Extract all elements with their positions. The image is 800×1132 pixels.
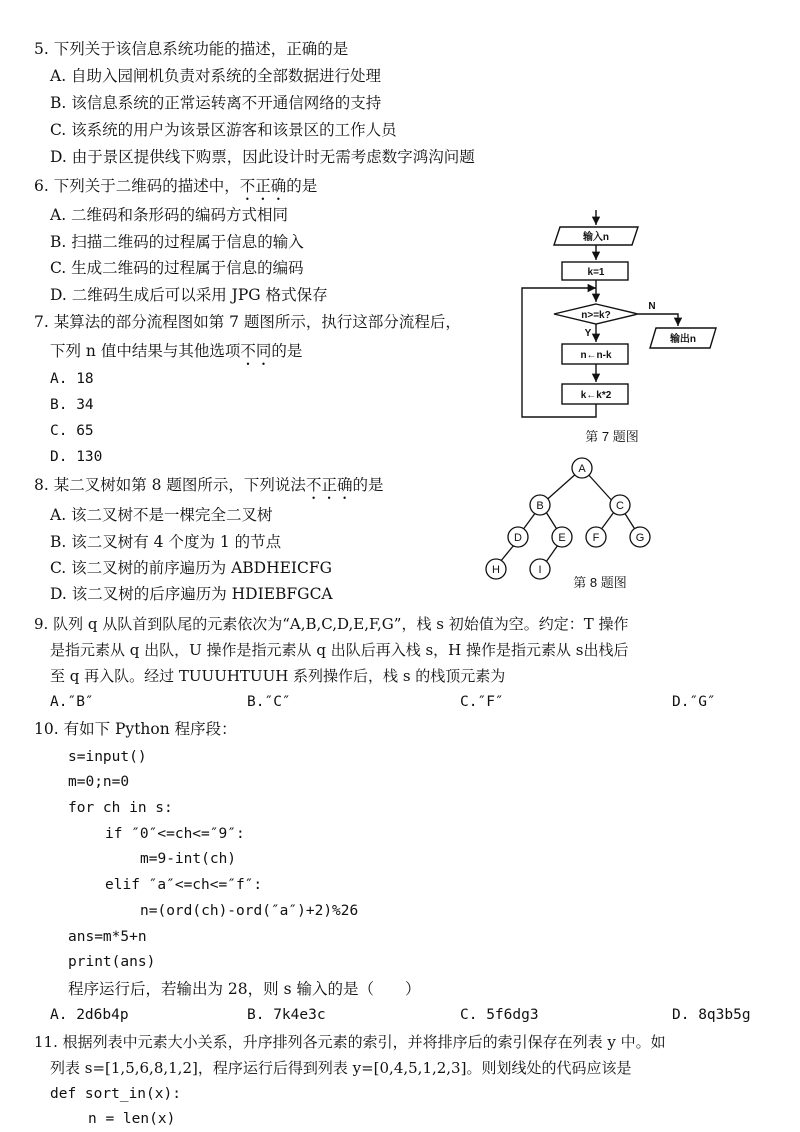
q10-stem: 10. 有如下 Python 程序段： <box>34 720 237 738</box>
tree-label-c: C <box>616 500 624 512</box>
q7-output-label: 输出n <box>669 334 697 345</box>
code-line: def sort_in(x): <box>50 1086 181 1102</box>
q7-stem-line1: 7. 某算法的部分流程图如第 7 题图所示，执行这部分流程后， <box>34 313 461 331</box>
q7-figure-caption: 第 7 题图 <box>585 429 639 444</box>
q8-stem-emphasis: 不正确 <box>305 476 353 494</box>
code-line: if ″0″<=ch<=″9″: <box>105 826 245 842</box>
q10-ask: 程序运行后，若输出为 28，则 s 输入的是（ ） <box>68 980 421 998</box>
q6-stem-emphasis: 不正确 <box>239 177 287 195</box>
q8-option-c: C. 该二叉树的前序遍历为 ABDHEICFG <box>50 559 333 577</box>
tree-label-h: H <box>492 564 500 576</box>
q5-stem: 5. 下列关于该信息系统功能的描述，正确的是 <box>34 40 349 58</box>
q8-stem-pre: 8. 某二叉树如第 8 题图所示，下列说法 <box>34 476 306 494</box>
q7-yes-label: Y <box>584 328 592 339</box>
code-line: elif ″a″<=ch<=″f″: <box>105 877 263 893</box>
q10-option-d: D. 8q3b5g <box>672 1007 751 1023</box>
tree-label-d: D <box>514 532 522 544</box>
q5-option-c: C. 该系统的用户为该景区游客和该景区的工作人员 <box>50 121 397 139</box>
code-line: for ch in s: <box>68 800 173 816</box>
q10-option-a: A. 2d6b4p <box>50 1007 129 1023</box>
q6-option-d: D. 二维码生成后可以采用 JPG 格式保存 <box>50 286 328 304</box>
tree-label-i: I <box>538 564 542 576</box>
code-line: ans=m*5+n <box>68 929 147 945</box>
code-line: n = len(x) <box>88 1111 176 1127</box>
q8-stem <box>34 476 383 503</box>
q7-option-c: C. 65 <box>50 423 94 439</box>
q8-option-d: D. 该二叉树的后序遍历为 HDIEBFGCA <box>50 585 333 603</box>
tree-label-a: A <box>578 463 586 475</box>
q9-option-c: C.″F″ <box>460 694 504 710</box>
q7-stem-emphasis: 不同 <box>240 342 272 360</box>
tree-label-b: B <box>536 500 544 512</box>
q7-option-a: A. 18 <box>50 371 94 387</box>
q7-cond-label: n>=k? <box>581 310 611 321</box>
q9-option-d: D.″G″ <box>672 694 716 710</box>
code-line: m=0;n=0 <box>68 774 130 790</box>
q6-option-c: C. 生成二维码的过程属于信息的编码 <box>50 259 304 277</box>
q7-no-label: N <box>648 301 656 312</box>
code-line: m=9-int(ch) <box>140 851 237 867</box>
q7-stem-line2 <box>50 342 302 369</box>
q6-stem <box>34 177 317 204</box>
q9-stem-line1: 9. 队列 q 从队首到队尾的元素依次为“A,B,C,D,E,F,G”，栈 s 初始值为空。约定：T 操作 <box>34 615 629 633</box>
tree-label-f: F <box>592 532 600 544</box>
q8-figure-caption: 第 8 题图 <box>573 575 627 590</box>
q7-option-b: B. 34 <box>50 397 94 413</box>
tree-label-g: G <box>635 532 645 544</box>
tree-label-e: E <box>558 532 566 544</box>
q5-option-a: A. 自助入园闸机负责对系统的全部数据进行处理 <box>50 67 382 85</box>
code-line: print(ans) <box>68 954 156 970</box>
q7-init-label: k=1 <box>587 267 605 278</box>
q8-option-a: A. 该二叉树不是一棵完全二叉树 <box>50 506 273 524</box>
q11-stem-line1: 11. 根据列表中元素大小关系，升序排列各元素的索引，并将排序后的索引保存在列表 y 中。如 <box>34 1033 666 1051</box>
q6-option-b: B. 扫描二维码的过程属于信息的输入 <box>50 233 304 251</box>
q9-stem-line2: 是指元素从 q 出队，U 操作是指元素从 q 出队后再入栈 s，H 操作是指元素从 s出栈后 <box>50 641 629 659</box>
q7-flowchart <box>510 205 730 450</box>
q6-stem-pre: 6. 下列关于二维码的描述中， <box>34 177 240 195</box>
q5-option-d: D. 由于景区提供线下购票，因此设计时无需考虑数字鸿沟问题 <box>50 148 475 166</box>
q6-stem-post: 的是 <box>286 177 318 195</box>
q11-stem-line2: 列表 s=[1,5,6,8,1,2]，程序运行后得到列表 y=[0,4,5,1,2,3]。则划线处的代码应该是 <box>50 1059 632 1077</box>
q7-step2-label: k←k*2 <box>580 390 612 401</box>
code-line: s=input() <box>68 749 147 765</box>
q9-stem-line3: 至 q 再入队。经过 TUUUHTUUH 系列操作后，栈 s 的栈顶元素为 <box>50 667 506 685</box>
q7-option-d: D. 130 <box>50 449 103 465</box>
q10-option-b: B. 7k4e3c <box>247 1007 326 1023</box>
q10-option-c: C. 5f6dg3 <box>460 1007 539 1023</box>
code-line: n=(ord(ch)-ord(″a″)+2)%26 <box>140 903 359 919</box>
q9-option-a: A.″B″ <box>50 694 94 710</box>
q8-binary-tree <box>480 455 680 595</box>
q7-stem-post: 的是 <box>271 342 303 360</box>
q8-stem-post: 的是 <box>352 476 384 494</box>
q6-option-a: A. 二维码和条形码的编码方式相同 <box>50 206 289 224</box>
q7-stem-pre: 下列 n 值中结果与其他选项 <box>50 342 241 360</box>
q9-option-b: B.″C″ <box>247 694 291 710</box>
q7-input-label: 输入n <box>582 232 610 243</box>
q8-option-b: B. 该二叉树有 4 个度为 1 的节点 <box>50 533 282 551</box>
q5-option-b: B. 该信息系统的正常运转离不开通信网络的支持 <box>50 94 382 112</box>
q7-step1-label: n←n-k <box>580 350 612 361</box>
